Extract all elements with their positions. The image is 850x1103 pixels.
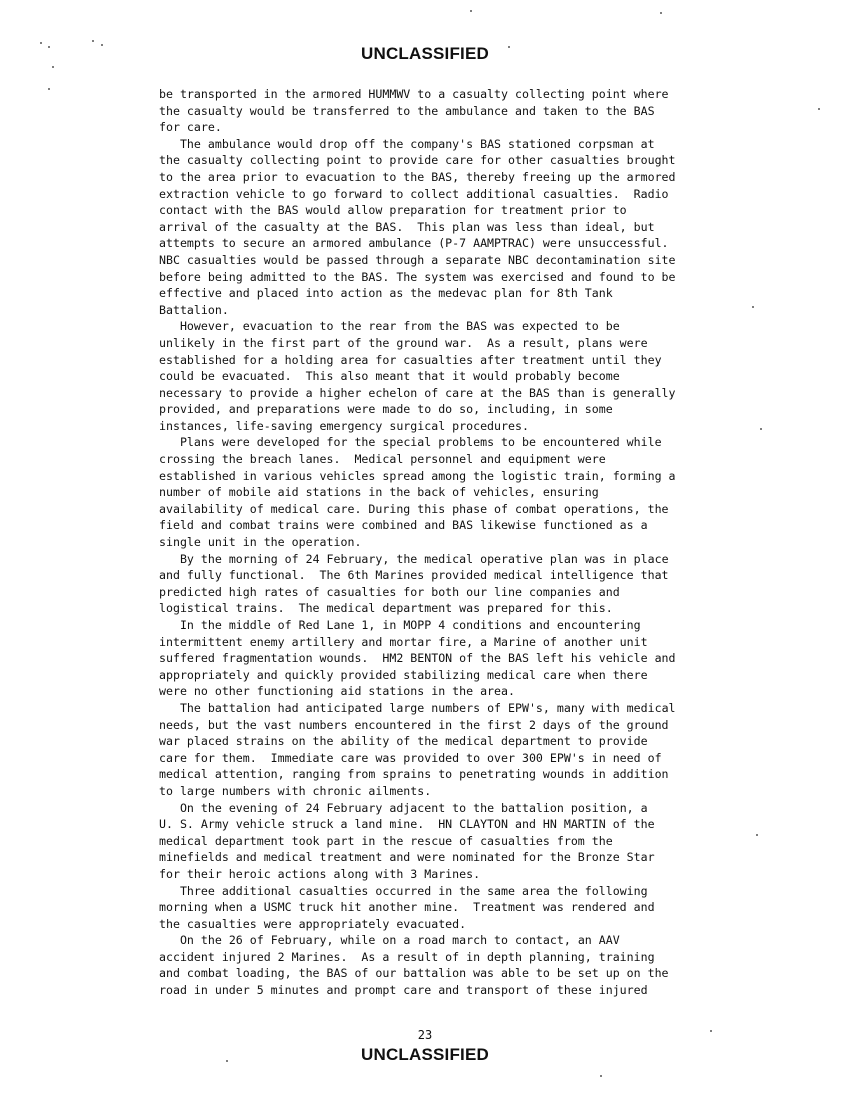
paragraph: Three additional casualties occurred in the same area the following morning when a USMC truck hit another mine. Treatment was rendered and the casualties were appropriately evacuated. [159, 883, 655, 931]
scan-speck [710, 1030, 712, 1032]
paragraph: On the 26 of February, while on a road march to contact, an AAV accident injured 2 Marines. As a result of in depth planning, training and combat loading, the BAS of our battalion was able to be set up on the road in under 5 minutes and prompt care and transport of these injured [159, 933, 669, 998]
scan-speck [101, 44, 103, 46]
footer-classification: UNCLASSIFIED [360, 1045, 490, 1064]
scan-speck [226, 1060, 228, 1062]
paragraph: On the evening of 24 February adjacent to the battalion position, a U. S. Army vehicle struck a land mine. HN CLAYTON and HN MARTIN of the medical department took part in the rescue of casualties from the minefields and medical treatment and were nominated for the Bronze Star for their heroic actions along with 3 Marines. [159, 800, 655, 881]
scan-speck [48, 46, 50, 48]
paragraph: However, evacuation to the rear from the BAS was expected to be unlikely in the first part of the ground war. As a result, plans were established for a holding area for casualties after treatment until they could be evacuated. This also meant that it would probably become necessary to provide a higher echelon of care at the BAS than is generally provided, and preparations were made to do so, including, in some instances, life-saving emergency surgical procedures. [159, 319, 676, 433]
page-number: 23 [417, 1028, 433, 1042]
paragraph: By the morning of 24 February, the medical operative plan was in place and fully functional. The 6th Marines provided medical intelligence that predicted high rates of casualties for both our line companies and logistical trains. The medical department was prepared for this. [159, 551, 669, 616]
scan-speck [660, 12, 662, 14]
scan-speck [48, 88, 50, 90]
scan-speck [760, 428, 762, 430]
paragraph: be transported in the armored HUMMWV to a casualty collecting point where the casualty would be transferred to the ambulance and taken to the BAS for care. [159, 87, 669, 135]
paragraph: In the middle of Red Lane 1, in MOPP 4 conditions and encountering intermittent enemy artillery and mortar fire, a Marine of another unit suffered fragmentation wounds. HM2 BENTON of the BAS left his vehicle and appropriately and quickly provided stabilizing medical care when there were no other functioning aid stations in the area. [159, 618, 676, 699]
header-classification: UNCLASSIFIED [360, 44, 490, 63]
scan-speck [756, 834, 758, 836]
scan-speck [508, 46, 510, 48]
scan-speck [818, 108, 820, 110]
paragraph: The battalion had anticipated large numbers of EPW's, many with medical needs, but the vast numbers encountered in the first 2 days of the ground war placed strains on the ability of the medical department to provide care for them. Immediate care was provided to over 300 EPW's in need of medical attention, ranging from sprains to penetrating wounds in addition to large numbers with chronic ailments. [159, 700, 676, 798]
scan-speck [52, 66, 54, 68]
scan-speck [600, 1075, 602, 1077]
document-body [159, 86, 799, 999]
scan-speck [752, 306, 754, 308]
scan-speck [40, 42, 42, 44]
paragraph: Plans were developed for the special problems to be encountered while crossing the breach lanes. Medical personnel and equipment were established in various vehicles spread among the logistic train, forming a number of mobile aid stations in the back of vehicles, ensuring availability of medical care. During this phase of combat operations, the field and combat trains were combined and BAS likewise functioned as a single unit in the operation. [159, 435, 676, 550]
scan-speck [92, 40, 94, 42]
scan-speck [470, 10, 472, 12]
paragraph: The ambulance would drop off the company's BAS stationed corpsman at the casualty collecting point to provide care for other casualties brought to the area prior to evacuation to the BAS, thereby freeing up the armored extraction vehicle to go forward to collect additional casualties. Radio contact with the BAS would allow preparation for treatment prior to arrival of the casualty at the BAS. This plan was less than ideal, but attempts to secure an armored ambulance (P-7 AAMPTRAC) were unsuccessful. NBC casualties would be passed through a separate NBC decontamination site before being admitted to the BAS. The system was exercised and found to be effective and placed into action as the medevac plan for 8th Tank Battalion. [159, 136, 676, 317]
